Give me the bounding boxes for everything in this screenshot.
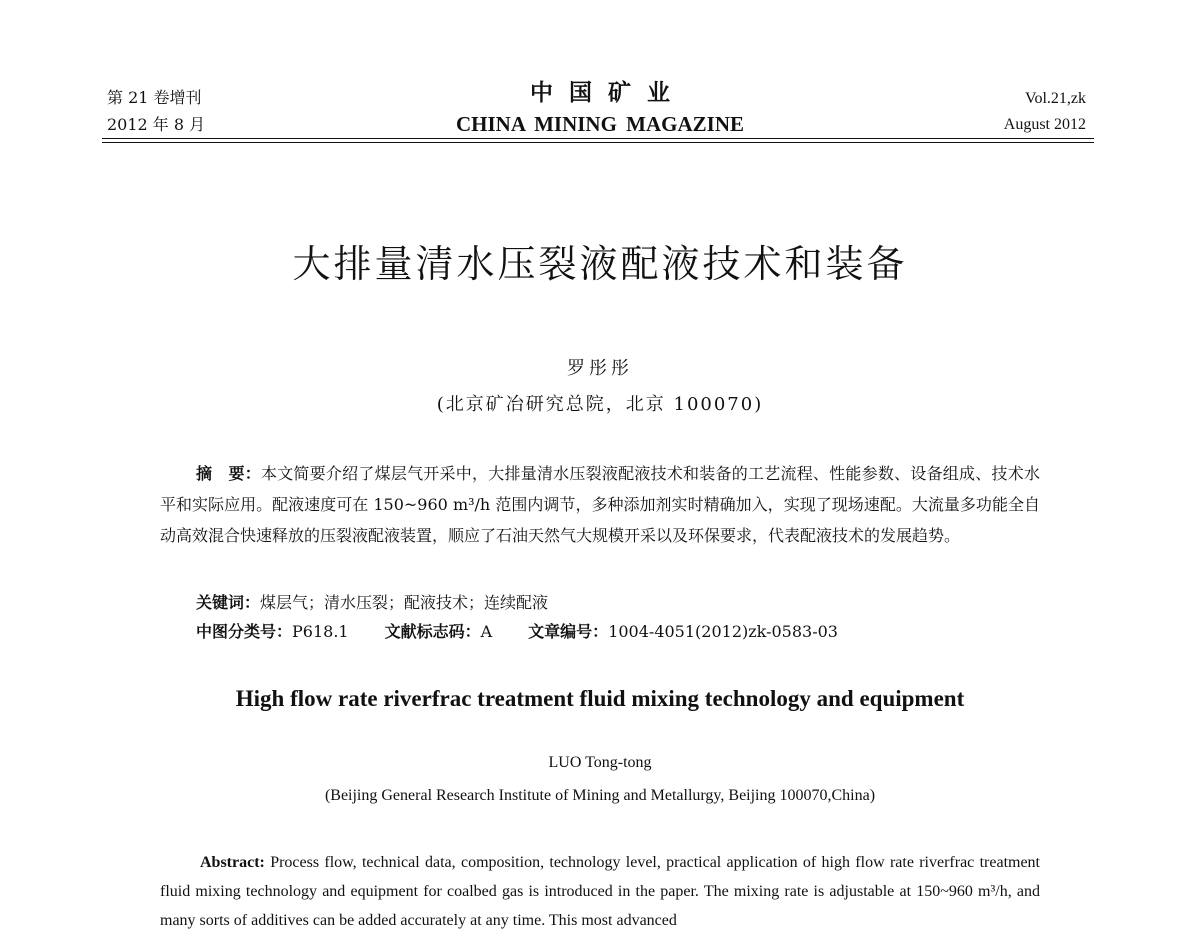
article-no-label: 文章编号： [528,622,609,641]
article-title-en: High flow rate riverfrac treatment fluid mixing technology and equipment [235,686,965,711]
header-rule-thin [102,142,1094,143]
keywords-line [196,589,548,617]
clc-value: P618.1 [292,622,349,641]
date-cn: 2012 年 8 月 [107,115,206,134]
article-title-cn: 大排量清水压裂液配液技术和装备 [292,242,908,286]
article-no-value: 1004-4051(2012)zk-0583-03 [608,622,838,641]
date-en: August 2012 [1003,116,1086,133]
abstract-en [160,848,1040,935]
header-right [1004,86,1086,138]
author-en: LUO Tong-tong [548,754,652,771]
clc-label: 中图分类号： [196,622,293,641]
abstract-cn-label: 摘 要： [196,464,261,483]
keywords-text: 煤层气；清水压裂；配液技术；连续配液 [260,593,549,612]
volume-cn: 第 21 卷增刊 [107,88,202,107]
abstract-en-label: Abstract: [200,854,265,871]
abstract-en-text: Process flow, technical data, composition, technology level, practical application of high flow rate riverfrac treatment fluid mixing technology and equipment for coalbed gas is introduced in the paper. The mixing rate is adjustable at 150~960 m³/h, and many sorts of additives can be added accurately at any time. This most advanced [160,854,1041,929]
author-cn: 罗彤彤 [567,358,633,379]
volume-en: Vol.21,zk [1024,90,1086,107]
keywords-label: 关键词： [196,593,261,612]
magazine-title-cn: 中国矿业 [530,80,686,106]
affiliation-cn: (北京矿冶研究总院，北京 100070) [436,394,764,415]
doc-code-value: A [480,622,493,641]
abstract-cn-text: 本文简要介绍了煤层气开采中，大排量清水压裂液配液技术和装备的工艺流程、性能参数、设备组成、技术水平和实际应用。配液速度可在 150~960 m³/h 范围内调节，多种添加剂实时精确加入，实现了现场速配。大流量多功能全自动高效混合快速释放的压裂液配液装置，顺应了石油天然气大规模开采以及环保要求，代表配液技术的发展趋势。 [160,464,1040,545]
header-rule-thick [102,138,1094,139]
doc-code-label: 文献标志码： [384,622,481,641]
classification-line [196,618,838,646]
magazine-title-en: CHINA MINING MAGAZINE [455,112,744,136]
abstract-cn [160,458,1040,551]
affiliation-en: (Beijing General Research Institute of Mining and Metallurgy, Beijing 100070,China) [324,787,876,804]
